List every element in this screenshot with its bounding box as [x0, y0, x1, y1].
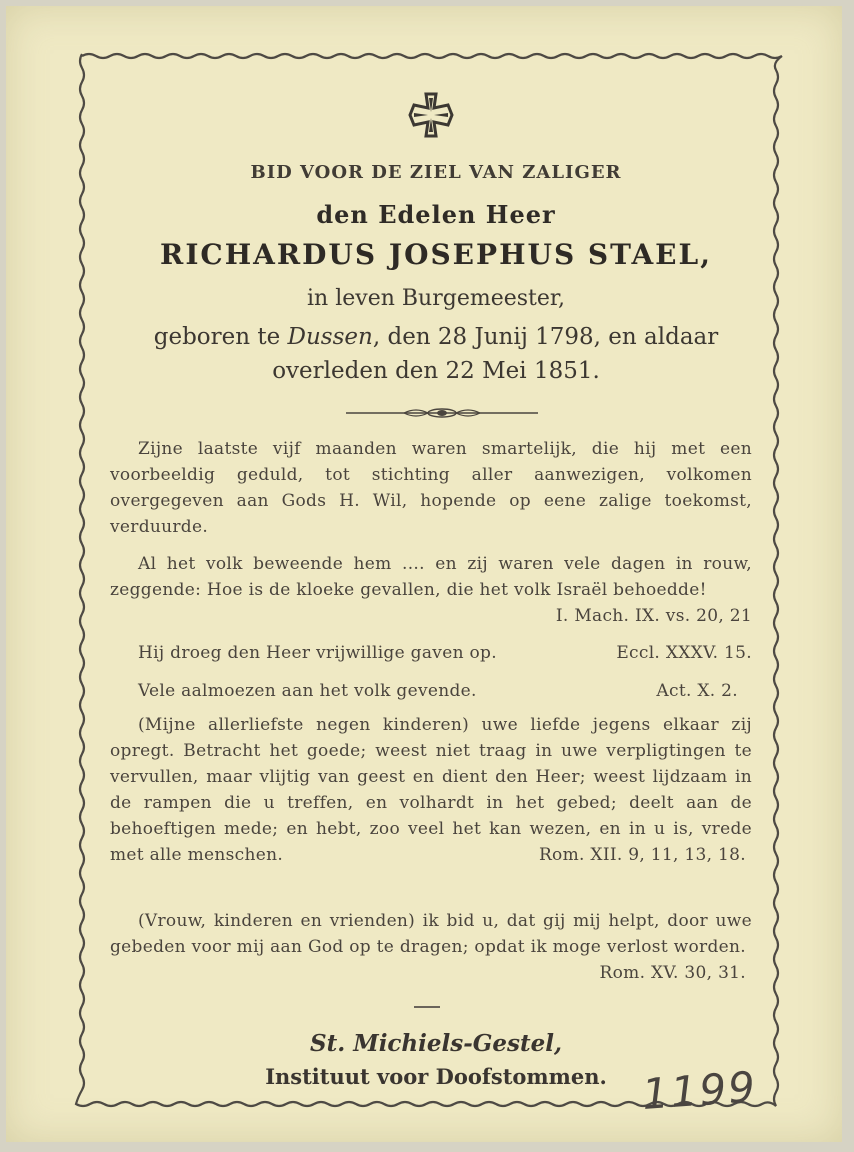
scripture-reference: Rom. XII. 9, 11, 13, 18.	[538, 845, 746, 865]
paragraph-mourning	[110, 551, 752, 629]
deceased-role: in leven Burgemeester,	[307, 286, 565, 311]
paragraph-text	[110, 551, 752, 626]
divider-ornament	[344, 404, 540, 422]
paragraph-text	[110, 908, 752, 983]
footer-divider	[414, 1006, 440, 1008]
paragraph-gifts	[110, 640, 752, 666]
quote-text: Hij droeg den Heer vrijwillige gaven op.	[138, 643, 497, 663]
heading-honorific: den Edelen Heer	[316, 200, 556, 229]
birth-line	[96, 324, 776, 350]
birth-suffix: , den 28 Junij 1798, en aldaar	[372, 324, 719, 350]
quote-text: Vele aalmoezen aan het volk gevende.	[138, 681, 477, 701]
cross-icon	[408, 92, 454, 138]
birth-place: Dussen	[287, 324, 373, 350]
scripture-reference: I. Mach. IX. vs. 20, 21	[555, 606, 752, 626]
paragraph-text	[110, 712, 752, 868]
scripture-reference: Rom. XV. 30, 31.	[599, 963, 746, 983]
birth-prefix: geboren te	[153, 324, 288, 350]
quote-text: (Vrouw, kinderen en vrienden) ik bid u, dat gij mij helpt, door uwe gebeden voor mij aan God op te dragen; opdat ik moge verlost worden.	[110, 911, 752, 957]
quote-text: (Mijne allerliefste negen kinderen) uwe liefde jegens elkaar zij opregt. Betracht het goede; weest niet traag in uwe verpligtingen te vervullen, maar vlijtig van geest en dient den Heer; weest lijdzaam in de rampen die u treffen, en volhardt in het gebed; deelt aan de behoeftigen mede; en hebt, zoo veel het kan wezen, en in u is, vrede met alle menschen.	[110, 715, 752, 865]
paragraph-family	[110, 908, 752, 986]
scripture-reference: Act. X. 2.	[656, 681, 738, 701]
handwritten-number: 1199	[640, 1062, 759, 1119]
scripture-reference: Eccl. XXXV. 15.	[616, 643, 752, 663]
paragraph-children	[110, 712, 752, 868]
heading-prayer: BID VOOR DE ZIEL VAN ZALIGER	[250, 162, 622, 183]
death-line: overleden den 22 Mei 1851.	[272, 358, 600, 384]
paragraph-alms	[110, 678, 752, 704]
printer-institute: Instituut voor Doofstommen.	[265, 1064, 607, 1089]
printer-place: St. Michiels-Gestel,	[309, 1030, 562, 1057]
paragraph-suffering	[110, 436, 752, 540]
paragraph-text: Zijne laatste vijf maanden waren smartelijk, die hij met een voorbeeldig geduld, tot stichting aller aanwezigen, volkomen overgegeven aan Gods H. Wil, hopende op eene zalige toekomst, verduurde.	[110, 439, 752, 537]
deceased-name: RICHARDUS JOSEPHUS STAEL,	[160, 238, 712, 271]
memorial-card	[6, 6, 842, 1142]
quote-text: Al het volk beweende hem .... en zij waren vele dagen in rouw, zeggende: Hoe is de kloeke gevallen, die het volk Israël behoedde!	[110, 554, 752, 600]
